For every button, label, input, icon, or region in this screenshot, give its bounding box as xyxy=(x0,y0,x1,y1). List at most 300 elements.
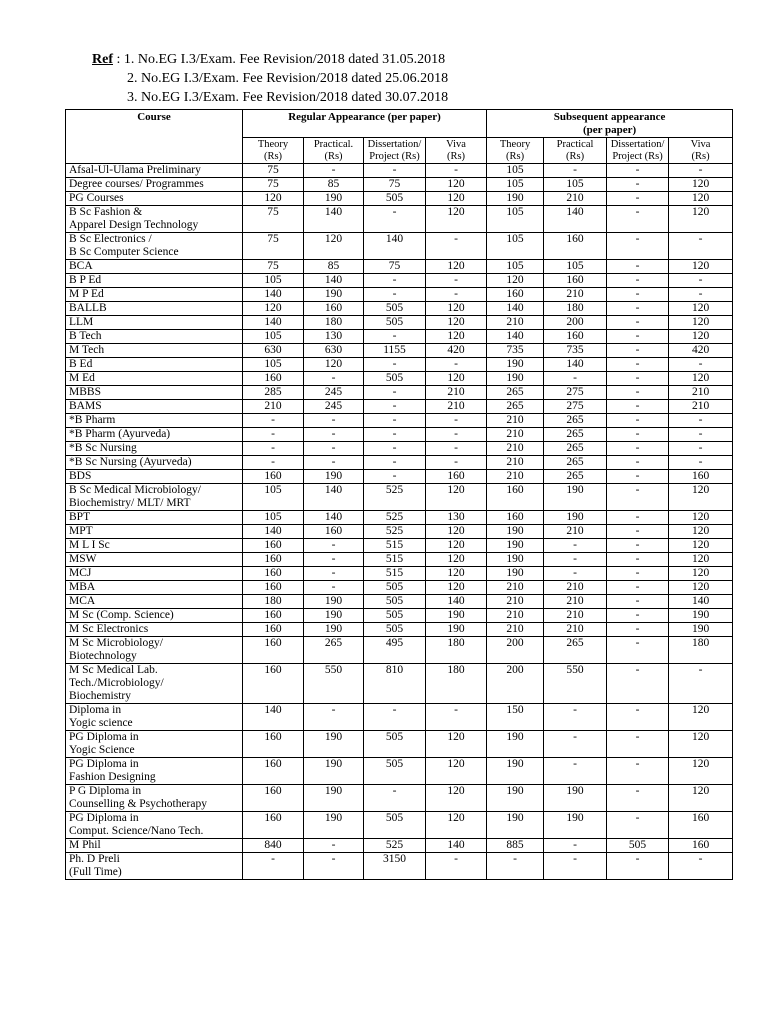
reference-label: Ref xyxy=(92,52,113,67)
fee-cell: - xyxy=(426,414,487,428)
fee-cell: 180 xyxy=(243,595,304,609)
subsequent-col-header xyxy=(607,138,669,164)
fee-cell: 505 xyxy=(364,731,426,758)
table-row xyxy=(66,400,733,414)
fee-cell: - xyxy=(607,260,669,274)
fee-cell: 630 xyxy=(243,344,304,358)
fee-cell: - xyxy=(487,853,544,880)
fee-cell: 120 xyxy=(426,178,487,192)
fee-cell: 140 xyxy=(487,302,544,316)
course-name-line: BCA xyxy=(69,260,93,272)
fee-cell: 505 xyxy=(364,302,426,316)
fee-cell: - xyxy=(304,164,364,178)
fee-cell: 105 xyxy=(487,206,544,233)
fee-cell: - xyxy=(426,704,487,731)
fee-cell: - xyxy=(607,344,669,358)
fee-cell: 85 xyxy=(304,178,364,192)
fee-cell: 120 xyxy=(669,704,733,731)
fee-cell: 525 xyxy=(364,511,426,525)
fee-cell: 190 xyxy=(487,758,544,785)
table-row xyxy=(66,525,733,539)
fee-cell: - xyxy=(607,206,669,233)
course-header: Course xyxy=(66,110,243,164)
fee-cell: 140 xyxy=(487,330,544,344)
fee-cell: 210 xyxy=(487,428,544,442)
fee-cell: 190 xyxy=(544,812,607,839)
fee-cell: - xyxy=(426,456,487,470)
fee-cell: 120 xyxy=(669,316,733,330)
fee-cell: - xyxy=(304,853,364,880)
fee-cell: - xyxy=(243,853,304,880)
fee-cell: 245 xyxy=(304,386,364,400)
fee-cell: 210 xyxy=(426,400,487,414)
fee-cell: 120 xyxy=(426,260,487,274)
fee-cell: 160 xyxy=(487,511,544,525)
fee-cell: 105 xyxy=(487,178,544,192)
fee-cell: - xyxy=(669,428,733,442)
fee-cell: 190 xyxy=(304,812,364,839)
fee-cell: - xyxy=(607,442,669,456)
fee-cell: 160 xyxy=(243,785,304,812)
col-header-line-2: Project (Rs) xyxy=(369,151,420,162)
reference-line-2: 2. No.EG I.3/Exam. Fee Revision/2018 dated 25.06.2018 xyxy=(127,71,449,86)
fee-cell: 190 xyxy=(304,192,364,206)
course-name-cell xyxy=(66,178,243,192)
fee-cell: 130 xyxy=(426,511,487,525)
fee-cell: 525 xyxy=(364,525,426,539)
course-name-line: BALLB xyxy=(69,302,107,314)
fee-cell: 120 xyxy=(304,233,364,260)
course-name-cell xyxy=(66,192,243,206)
course-name-cell xyxy=(66,595,243,609)
fee-cell: - xyxy=(243,428,304,442)
fee-cell: 190 xyxy=(304,609,364,623)
fee-cell: - xyxy=(607,525,669,539)
fee-cell: 160 xyxy=(243,372,304,386)
fee-cell: - xyxy=(426,853,487,880)
fee-cell: 140 xyxy=(364,233,426,260)
course-name-line: MCJ xyxy=(69,567,92,579)
fee-cell: 210 xyxy=(544,288,607,302)
fee-cell: 150 xyxy=(487,704,544,731)
course-name-line: M Tech xyxy=(69,344,105,356)
course-name-line: Comput. Science/Nano Tech. xyxy=(69,825,204,837)
fee-cell: 190 xyxy=(304,595,364,609)
col-header-line-1: Dissertation/ xyxy=(367,139,422,150)
table-row xyxy=(66,704,733,731)
course-name-cell xyxy=(66,511,243,525)
table-row xyxy=(66,233,733,260)
fee-cell: 105 xyxy=(544,260,607,274)
course-name-line: PG Courses xyxy=(69,192,124,204)
fee-cell: 735 xyxy=(544,344,607,358)
fee-cell: - xyxy=(669,274,733,288)
fee-cell: 505 xyxy=(364,758,426,785)
table-row xyxy=(66,456,733,470)
table-row xyxy=(66,553,733,567)
course-name-cell xyxy=(66,386,243,400)
course-name-cell xyxy=(66,525,243,539)
course-name-cell xyxy=(66,731,243,758)
course-name-cell xyxy=(66,853,243,880)
table-row xyxy=(66,316,733,330)
fee-cell: - xyxy=(364,400,426,414)
fee-cell: 160 xyxy=(426,470,487,484)
fee-cell: 120 xyxy=(426,330,487,344)
fee-cell: - xyxy=(544,372,607,386)
fee-cell: 515 xyxy=(364,539,426,553)
fee-cell: - xyxy=(426,442,487,456)
table-row xyxy=(66,330,733,344)
course-name-line: MBBS xyxy=(69,386,101,398)
fee-cell: 190 xyxy=(304,731,364,758)
fee-cell: 505 xyxy=(364,595,426,609)
fee-cell: 525 xyxy=(364,484,426,511)
fee-cell: - xyxy=(669,414,733,428)
fee-cell: 120 xyxy=(426,484,487,511)
fee-cell: 160 xyxy=(669,812,733,839)
col-header-line-1: Dissertation/ xyxy=(610,139,665,150)
fee-cell: - xyxy=(607,581,669,595)
fee-cell: 160 xyxy=(243,623,304,637)
course-name-cell xyxy=(66,704,243,731)
fee-cell: - xyxy=(544,164,607,178)
fee-cell: 105 xyxy=(487,260,544,274)
fee-cell: - xyxy=(426,358,487,372)
course-name-line: MBA xyxy=(69,581,96,593)
fee-cell: - xyxy=(607,192,669,206)
fee-cell: - xyxy=(607,164,669,178)
course-name-cell xyxy=(66,164,243,178)
fee-cell: 160 xyxy=(304,525,364,539)
fee-cell: - xyxy=(607,358,669,372)
fee-cell: - xyxy=(544,553,607,567)
course-name-cell xyxy=(66,609,243,623)
fee-cell: 210 xyxy=(487,456,544,470)
fee-cell: - xyxy=(544,758,607,785)
fee-cell: 265 xyxy=(487,400,544,414)
fee-cell: 210 xyxy=(544,192,607,206)
fee-cell: 105 xyxy=(243,511,304,525)
fee-cell: 265 xyxy=(544,442,607,456)
fee-cell: 120 xyxy=(669,731,733,758)
fee-cell: - xyxy=(607,330,669,344)
fee-cell: 140 xyxy=(426,595,487,609)
course-name-cell xyxy=(66,274,243,288)
course-name-cell xyxy=(66,330,243,344)
fee-cell: - xyxy=(669,358,733,372)
fee-cell: 180 xyxy=(426,637,487,664)
fee-cell: 85 xyxy=(304,260,364,274)
fee-cell: - xyxy=(607,428,669,442)
course-name-line: Fashion Designing xyxy=(69,771,156,783)
table-row xyxy=(66,839,733,853)
table-row xyxy=(66,178,733,192)
course-name-line: (Full Time) xyxy=(69,866,122,878)
fee-cell: 160 xyxy=(243,567,304,581)
fee-cell: 630 xyxy=(304,344,364,358)
fee-cell: - xyxy=(544,539,607,553)
fee-cell: 190 xyxy=(669,609,733,623)
table-row xyxy=(66,358,733,372)
fee-cell: 210 xyxy=(487,581,544,595)
course-name-cell xyxy=(66,288,243,302)
fee-cell: 180 xyxy=(426,664,487,704)
fee-cell: - xyxy=(364,428,426,442)
fee-cell: - xyxy=(669,164,733,178)
course-name-line: Biochemistry xyxy=(69,690,131,702)
fee-cell: - xyxy=(607,233,669,260)
fee-cell: - xyxy=(364,704,426,731)
fee-cell: - xyxy=(544,731,607,758)
fee-cell: 120 xyxy=(669,192,733,206)
subsequent-appearance-header xyxy=(487,110,733,138)
table-row xyxy=(66,302,733,316)
table-row xyxy=(66,274,733,288)
course-name-line: MPT xyxy=(69,525,93,537)
course-name-cell xyxy=(66,358,243,372)
fee-cell: 210 xyxy=(487,470,544,484)
fee-cell: 120 xyxy=(426,553,487,567)
col-header-line-1: Practical xyxy=(556,139,594,150)
fee-cell: - xyxy=(243,414,304,428)
fee-cell: 160 xyxy=(243,581,304,595)
reference-line-1 xyxy=(92,50,448,69)
course-name-line: M Ed xyxy=(69,372,95,384)
course-name-cell xyxy=(66,758,243,785)
fee-cell: - xyxy=(669,456,733,470)
fee-cell: 120 xyxy=(669,178,733,192)
fee-cell: 140 xyxy=(304,511,364,525)
col-header-line-2: (Rs) xyxy=(446,151,466,162)
table-row xyxy=(66,539,733,553)
course-name-line: M Sc Medical Lab. xyxy=(69,664,158,676)
fee-cell: - xyxy=(304,553,364,567)
fee-cell: 190 xyxy=(487,539,544,553)
fee-cell: 200 xyxy=(487,664,544,704)
col-header-line-1: Practical. xyxy=(313,139,354,150)
table-row xyxy=(66,785,733,812)
course-name-cell xyxy=(66,623,243,637)
course-name-cell xyxy=(66,400,243,414)
course-name-line: Apparel Design Technology xyxy=(69,219,199,231)
fee-cell: - xyxy=(607,386,669,400)
fee-cell: 120 xyxy=(426,316,487,330)
fee-cell: 130 xyxy=(304,330,364,344)
fee-cell: 190 xyxy=(426,609,487,623)
fee-cell: - xyxy=(243,442,304,456)
fee-cell: - xyxy=(304,456,364,470)
fee-cell: 210 xyxy=(487,442,544,456)
fee-cell: 140 xyxy=(304,206,364,233)
fee-table xyxy=(65,109,733,880)
subsequent-col-header xyxy=(544,138,607,164)
course-name-cell xyxy=(66,484,243,511)
fee-cell: 210 xyxy=(669,400,733,414)
fee-cell: 505 xyxy=(364,316,426,330)
fee-cell: 265 xyxy=(544,456,607,470)
fee-cell: 210 xyxy=(487,623,544,637)
course-name-line: M L I Sc xyxy=(69,539,110,551)
fee-cell: 210 xyxy=(544,595,607,609)
course-name-line: B Sc Computer Science xyxy=(69,246,179,258)
fee-cell: - xyxy=(669,853,733,880)
course-name-line: B Ed xyxy=(69,358,93,370)
fee-cell: 120 xyxy=(669,484,733,511)
course-name-line: LLM xyxy=(69,316,94,328)
fee-cell: - xyxy=(364,470,426,484)
course-name-cell xyxy=(66,581,243,595)
fee-cell: - xyxy=(607,595,669,609)
course-name-line: M Sc Microbiology/ xyxy=(69,637,163,649)
fee-cell: - xyxy=(364,206,426,233)
fee-cell: 190 xyxy=(304,785,364,812)
course-name-line: BDS xyxy=(69,470,92,482)
col-header-line-2: (Rs) xyxy=(324,151,343,162)
fee-cell: 810 xyxy=(364,664,426,704)
fee-cell: - xyxy=(304,414,364,428)
fee-cell: 120 xyxy=(669,260,733,274)
table-row xyxy=(66,637,733,664)
fee-cell: 190 xyxy=(304,288,364,302)
regular-appearance-header: Regular Appearance (per paper) xyxy=(243,110,487,138)
table-row xyxy=(66,414,733,428)
fee-cell: 265 xyxy=(544,414,607,428)
fee-cell: 120 xyxy=(426,206,487,233)
fee-cell: 210 xyxy=(544,623,607,637)
course-name-line: B Tech xyxy=(69,330,102,342)
regular-col-header xyxy=(426,138,487,164)
fee-cell: 735 xyxy=(487,344,544,358)
fee-cell: 120 xyxy=(669,206,733,233)
course-name-cell xyxy=(66,206,243,233)
fee-cell: 120 xyxy=(426,192,487,206)
course-name-cell xyxy=(66,839,243,853)
fee-cell: - xyxy=(364,330,426,344)
fee-cell: - xyxy=(607,274,669,288)
course-name-line: BPT xyxy=(69,511,91,523)
course-name-line: MSW xyxy=(69,553,97,565)
fee-cell: 120 xyxy=(669,372,733,386)
fee-cell: 120 xyxy=(669,553,733,567)
course-name-line: P G Diploma in xyxy=(69,785,142,797)
fee-cell: 190 xyxy=(544,511,607,525)
fee-cell: - xyxy=(544,567,607,581)
regular-col-header xyxy=(364,138,426,164)
fee-cell: 75 xyxy=(243,260,304,274)
fee-cell: 265 xyxy=(544,470,607,484)
fee-cell: 160 xyxy=(544,233,607,260)
course-name-line: M Sc Electronics xyxy=(69,623,149,635)
fee-cell: - xyxy=(426,274,487,288)
fee-cell: - xyxy=(426,288,487,302)
fee-cell: - xyxy=(607,484,669,511)
fee-cell: 120 xyxy=(304,358,364,372)
fee-cell: 160 xyxy=(243,470,304,484)
regular-col-header xyxy=(243,138,304,164)
course-name-line: M Phil xyxy=(69,839,101,851)
table-row xyxy=(66,344,733,358)
course-name-cell xyxy=(66,442,243,456)
fee-cell: 210 xyxy=(487,316,544,330)
course-name-line: B P Ed xyxy=(69,274,102,286)
fee-cell: 210 xyxy=(669,386,733,400)
table-row xyxy=(66,853,733,880)
col-header-line-2: (Rs) xyxy=(691,151,710,162)
table-row xyxy=(66,812,733,839)
course-name-cell xyxy=(66,664,243,704)
fee-cell: - xyxy=(607,372,669,386)
fee-cell: - xyxy=(243,456,304,470)
fee-cell: - xyxy=(607,704,669,731)
fee-cell: 505 xyxy=(364,581,426,595)
course-name-line: Counselling & Psychotherapy xyxy=(69,798,207,810)
fee-cell: 120 xyxy=(426,581,487,595)
fee-cell: 75 xyxy=(364,260,426,274)
fee-cell: 190 xyxy=(304,623,364,637)
fee-cell: - xyxy=(607,812,669,839)
fee-table-body xyxy=(66,164,733,880)
fee-cell: 160 xyxy=(544,330,607,344)
course-name-cell xyxy=(66,553,243,567)
fee-cell: 505 xyxy=(364,372,426,386)
fee-cell: 120 xyxy=(426,567,487,581)
table-row xyxy=(66,164,733,178)
fee-cell: 160 xyxy=(304,302,364,316)
fee-cell: - xyxy=(669,664,733,704)
course-name-line: Diploma in xyxy=(69,704,122,716)
reference-block xyxy=(92,50,448,107)
fee-cell: - xyxy=(607,567,669,581)
fee-cell: 75 xyxy=(364,178,426,192)
fee-cell: 160 xyxy=(243,637,304,664)
fee-cell: 190 xyxy=(669,623,733,637)
fee-cell: - xyxy=(304,539,364,553)
fee-cell: 515 xyxy=(364,567,426,581)
fee-cell: - xyxy=(607,623,669,637)
fee-cell: 190 xyxy=(544,484,607,511)
fee-cell: 160 xyxy=(487,288,544,302)
course-name-cell xyxy=(66,372,243,386)
subsequent-header-line-2: (per paper) xyxy=(582,124,637,136)
course-name-line: M P Ed xyxy=(69,288,104,300)
fee-cell: 200 xyxy=(487,637,544,664)
fee-cell: 105 xyxy=(243,274,304,288)
reference-line-3: 3. No.EG I.3/Exam. Fee Revision/2018 dated 30.07.2018 xyxy=(127,90,449,105)
fee-cell: 160 xyxy=(243,539,304,553)
fee-cell: 105 xyxy=(544,178,607,192)
fee-cell: 505 xyxy=(364,192,426,206)
fee-cell: - xyxy=(607,553,669,567)
course-name-line: Biotechnology xyxy=(69,650,137,662)
fee-cell: - xyxy=(607,178,669,192)
course-name-cell xyxy=(66,539,243,553)
fee-cell: - xyxy=(364,442,426,456)
course-name-line: *B Sc Nursing xyxy=(69,442,137,454)
fee-cell: 120 xyxy=(243,302,304,316)
fee-cell: 190 xyxy=(487,731,544,758)
subsequent-col-header xyxy=(669,138,733,164)
fee-cell: 120 xyxy=(426,731,487,758)
fee-cell: 160 xyxy=(243,553,304,567)
fee-cell: 105 xyxy=(243,484,304,511)
fee-cell: 160 xyxy=(243,758,304,785)
fee-cell: - xyxy=(669,233,733,260)
fee-cell: 190 xyxy=(487,785,544,812)
fee-cell: 140 xyxy=(426,839,487,853)
table-row xyxy=(66,484,733,511)
fee-cell: 210 xyxy=(426,386,487,400)
